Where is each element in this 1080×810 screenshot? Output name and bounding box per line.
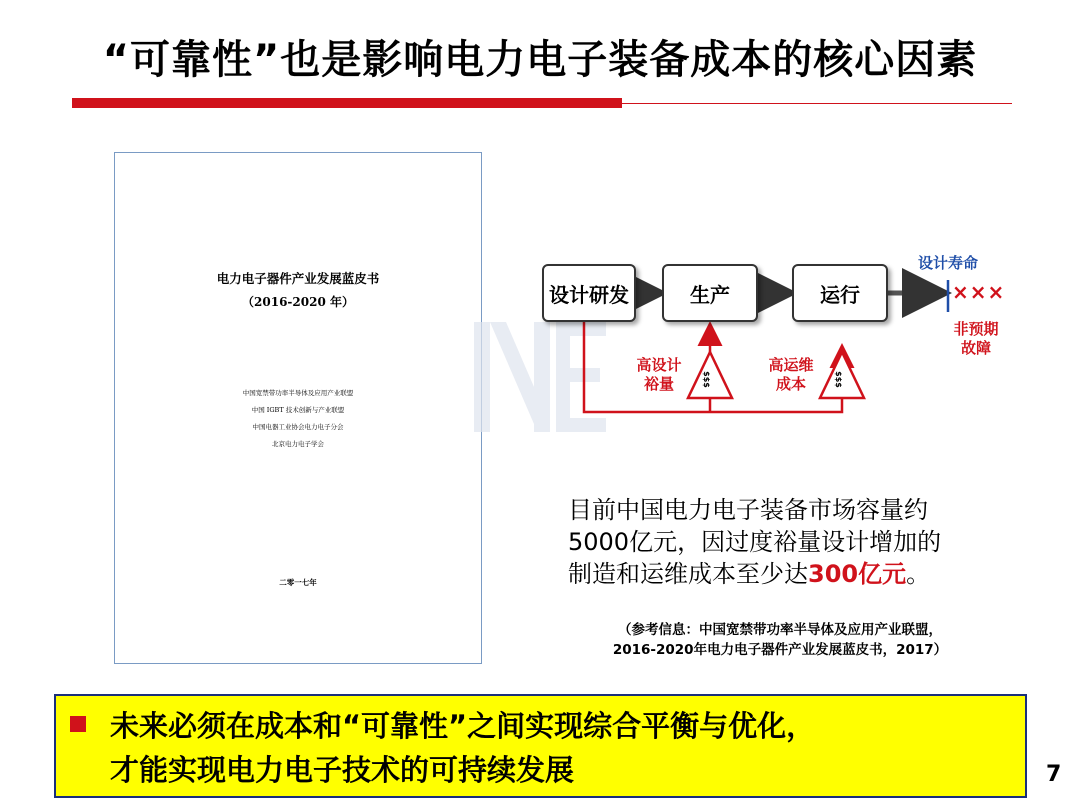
slide-title: “可靠性”也是影响电力电子装备成本的核心因素	[102, 37, 978, 83]
high-om-cost-label: 高运维 成本	[768, 356, 814, 393]
market-description: 目前中国电力电子装备市场容量约 5000亿元，因过度裕量设计增加的 制造和运维成本至少达300亿元。	[568, 496, 942, 588]
flow-box-production: 生产	[662, 264, 758, 322]
title-underline-rule	[622, 103, 1012, 104]
money-icon: $$$	[833, 371, 843, 388]
cover-date: 二零一七年	[279, 578, 317, 587]
book-cover-image	[114, 152, 482, 664]
design-life-label: 设计寿命	[918, 254, 979, 272]
cover-title: 电力电子器件产业发展蓝皮书	[216, 271, 380, 286]
unexpected-failure-label: 非预期 故障	[953, 320, 999, 357]
conclusion-callout	[54, 694, 1027, 798]
cover-org: 中国宽禁带功率半导体及应用产业联盟	[242, 389, 354, 397]
cover-org-list	[115, 385, 481, 453]
money-icon: $$$	[701, 371, 711, 388]
flow-box-design: 设计研发	[542, 264, 636, 322]
cover-org: 中国电器工业协会电力电子分会	[252, 423, 344, 431]
lifecycle-flow-diagram	[530, 248, 1020, 428]
cover-year: （2016-2020 年）	[242, 295, 354, 309]
cover-org: 中国 IGBT 技术创新与产业联盟	[251, 406, 345, 414]
failure-marks: ×××	[952, 280, 1006, 304]
cover-org: 北京电力电子学会	[272, 440, 324, 448]
callout-line: 未来必须在成本和“可靠性”之间实现综合平衡与优化，	[110, 709, 816, 743]
cost-highlight: 300亿元	[808, 560, 907, 588]
flow-box-operation: 运行	[792, 264, 888, 322]
reference-note: （参考信息：中国宽禁带功率半导体及应用产业联盟， 2016-2020年电力电子器件产业发展蓝皮书，2017）	[612, 622, 948, 658]
page-number: 7	[1046, 762, 1062, 787]
callout-line: 才能实现电力电子技术的可持续发展	[110, 753, 575, 787]
square-bullet-icon	[70, 716, 86, 732]
title-underline-bar	[72, 98, 622, 108]
high-design-margin-label: 高设计 裕量	[636, 356, 682, 393]
